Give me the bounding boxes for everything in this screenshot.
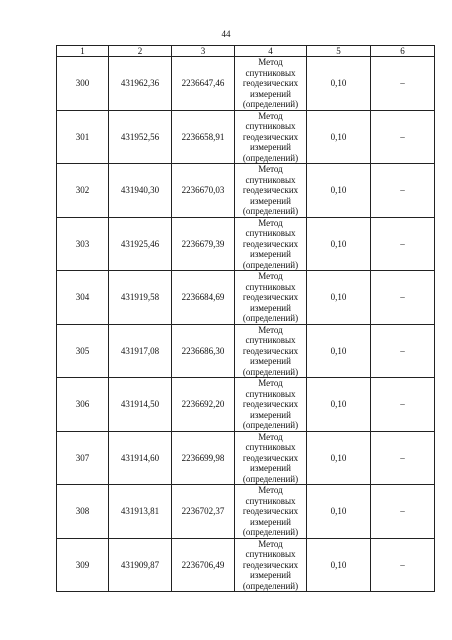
method-cell: [235, 217, 307, 271]
x-coordinate-cell: 431952,56: [109, 110, 172, 164]
method-line: геодезических: [242, 559, 299, 570]
header-cell: 6: [371, 46, 435, 57]
table-row: [57, 431, 435, 485]
x-coordinate-cell: 431914,50: [109, 378, 172, 432]
table-row: [57, 378, 435, 432]
method-line: геодезических: [242, 506, 299, 516]
method-line: (определений): [242, 527, 299, 537]
method-line: (определений): [242, 206, 299, 216]
description-cell: –: [371, 378, 435, 432]
accuracy-cell: 0,10: [307, 164, 371, 218]
point-number-cell: 305: [57, 324, 109, 378]
table-row: [57, 57, 435, 111]
method-line: измерений: [250, 516, 291, 527]
method-line: геодезических: [242, 292, 299, 302]
point-number-cell: 307: [57, 431, 109, 485]
description-cell: –: [371, 164, 435, 218]
method-line: спутниковых: [245, 121, 296, 131]
point-number-cell: 300: [57, 57, 109, 111]
method-line: измерений: [250, 302, 291, 313]
method-line: измерений: [250, 249, 291, 259]
method-line: Метод: [258, 485, 283, 495]
method-cell: [235, 57, 307, 111]
description-cell: –: [371, 485, 435, 539]
method-line: (определений): [242, 580, 299, 591]
accuracy-cell: 0,10: [307, 431, 371, 485]
description-cell: –: [371, 538, 435, 592]
method-cell: [235, 110, 307, 164]
point-number-cell: 301: [57, 110, 109, 164]
table-row: [57, 217, 435, 271]
method-cell: [235, 378, 307, 432]
method-line: спутниковых: [245, 174, 296, 185]
method-line: (определений): [242, 99, 299, 109]
table-row: [57, 271, 435, 325]
method-line: измерений: [250, 409, 291, 420]
x-coordinate-cell: 431919,58: [109, 271, 172, 325]
point-number-cell: 306: [57, 378, 109, 432]
table-row: [57, 538, 435, 592]
method-line: спутниковых: [245, 549, 296, 559]
header-cell: 1: [57, 46, 109, 57]
description-cell: –: [371, 271, 435, 325]
method-line: Метод: [258, 271, 283, 281]
description-cell: –: [371, 324, 435, 378]
x-coordinate-cell: 431909,87: [109, 538, 172, 592]
header-cell: 4: [235, 46, 307, 57]
method-line: геодезических: [242, 452, 299, 463]
y-coordinate-cell: 2236699,98: [172, 431, 235, 485]
method-cell: [235, 431, 307, 485]
method-line: спутниковых: [245, 388, 296, 399]
method-cell: [235, 164, 307, 218]
description-cell: –: [371, 217, 435, 271]
method-line: (определений): [242, 366, 299, 377]
accuracy-cell: 0,10: [307, 110, 371, 164]
header-cell: 2: [109, 46, 172, 57]
accuracy-cell: 0,10: [307, 538, 371, 592]
page-number: 44: [221, 29, 231, 39]
table-header-row: [57, 46, 435, 57]
method-line: спутниковых: [245, 442, 296, 452]
method-line: (определений): [242, 313, 299, 323]
method-line: спутниковых: [245, 335, 296, 345]
y-coordinate-cell: 2236647,46: [172, 57, 235, 111]
x-coordinate-cell: 431962,36: [109, 57, 172, 111]
method-line: (определений): [242, 473, 299, 484]
method-cell: [235, 324, 307, 378]
method-line: геодезических: [242, 131, 299, 142]
description-cell: –: [371, 431, 435, 485]
accuracy-cell: 0,10: [307, 271, 371, 325]
y-coordinate-cell: 2236670,03: [172, 164, 235, 218]
x-coordinate-cell: 431913,81: [109, 485, 172, 539]
method-line: Метод: [258, 164, 283, 174]
coordinates-table: [56, 45, 435, 592]
method-line: измерений: [250, 142, 291, 152]
y-coordinate-cell: 2236658,91: [172, 110, 235, 164]
method-cell: [235, 271, 307, 325]
y-coordinate-cell: 2236702,37: [172, 485, 235, 539]
method-line: Метод: [258, 110, 283, 121]
table-row: [57, 110, 435, 164]
method-line: (определений): [242, 152, 299, 163]
method-line: геодезических: [242, 238, 299, 249]
method-line: геодезических: [242, 345, 299, 356]
x-coordinate-cell: 431925,46: [109, 217, 172, 271]
point-number-cell: 308: [57, 485, 109, 539]
header-cell: 3: [172, 46, 235, 57]
method-cell: [235, 538, 307, 592]
point-number-cell: 309: [57, 538, 109, 592]
y-coordinate-cell: 2236679,39: [172, 217, 235, 271]
table-row: [57, 164, 435, 218]
header-cell: 5: [307, 46, 371, 57]
point-number-cell: 303: [57, 217, 109, 271]
method-line: (определений): [242, 420, 299, 430]
y-coordinate-cell: 2236684,69: [172, 271, 235, 325]
method-line: Метод: [258, 538, 283, 549]
method-line: спутниковых: [245, 281, 296, 292]
method-line: спутниковых: [245, 495, 296, 506]
method-line: (определений): [242, 259, 299, 270]
method-line: измерений: [250, 88, 291, 99]
method-line: Метод: [258, 431, 283, 442]
method-line: Метод: [258, 57, 283, 67]
method-cell: [235, 485, 307, 539]
y-coordinate-cell: 2236706,49: [172, 538, 235, 592]
method-line: геодезических: [242, 399, 299, 409]
point-number-cell: 304: [57, 271, 109, 325]
table-row: [57, 485, 435, 539]
accuracy-cell: 0,10: [307, 485, 371, 539]
description-cell: –: [371, 110, 435, 164]
point-number-cell: 302: [57, 164, 109, 218]
accuracy-cell: 0,10: [307, 57, 371, 111]
accuracy-cell: 0,10: [307, 324, 371, 378]
method-line: Метод: [258, 217, 283, 228]
method-line: Метод: [258, 324, 283, 335]
method-line: геодезических: [242, 185, 299, 195]
accuracy-cell: 0,10: [307, 378, 371, 432]
method-line: Метод: [258, 378, 283, 388]
x-coordinate-cell: 431914,60: [109, 431, 172, 485]
description-cell: –: [371, 57, 435, 111]
x-coordinate-cell: 431917,08: [109, 324, 172, 378]
accuracy-cell: 0,10: [307, 217, 371, 271]
method-line: измерений: [250, 356, 291, 366]
method-line: измерений: [250, 463, 291, 473]
y-coordinate-cell: 2236692,20: [172, 378, 235, 432]
x-coordinate-cell: 431940,30: [109, 164, 172, 218]
method-line: геодезических: [242, 78, 299, 88]
table-row: [57, 324, 435, 378]
method-line: измерений: [250, 570, 291, 580]
method-line: спутниковых: [245, 67, 296, 78]
y-coordinate-cell: 2236686,30: [172, 324, 235, 378]
method-line: измерений: [250, 195, 291, 206]
method-line: спутниковых: [245, 228, 296, 238]
